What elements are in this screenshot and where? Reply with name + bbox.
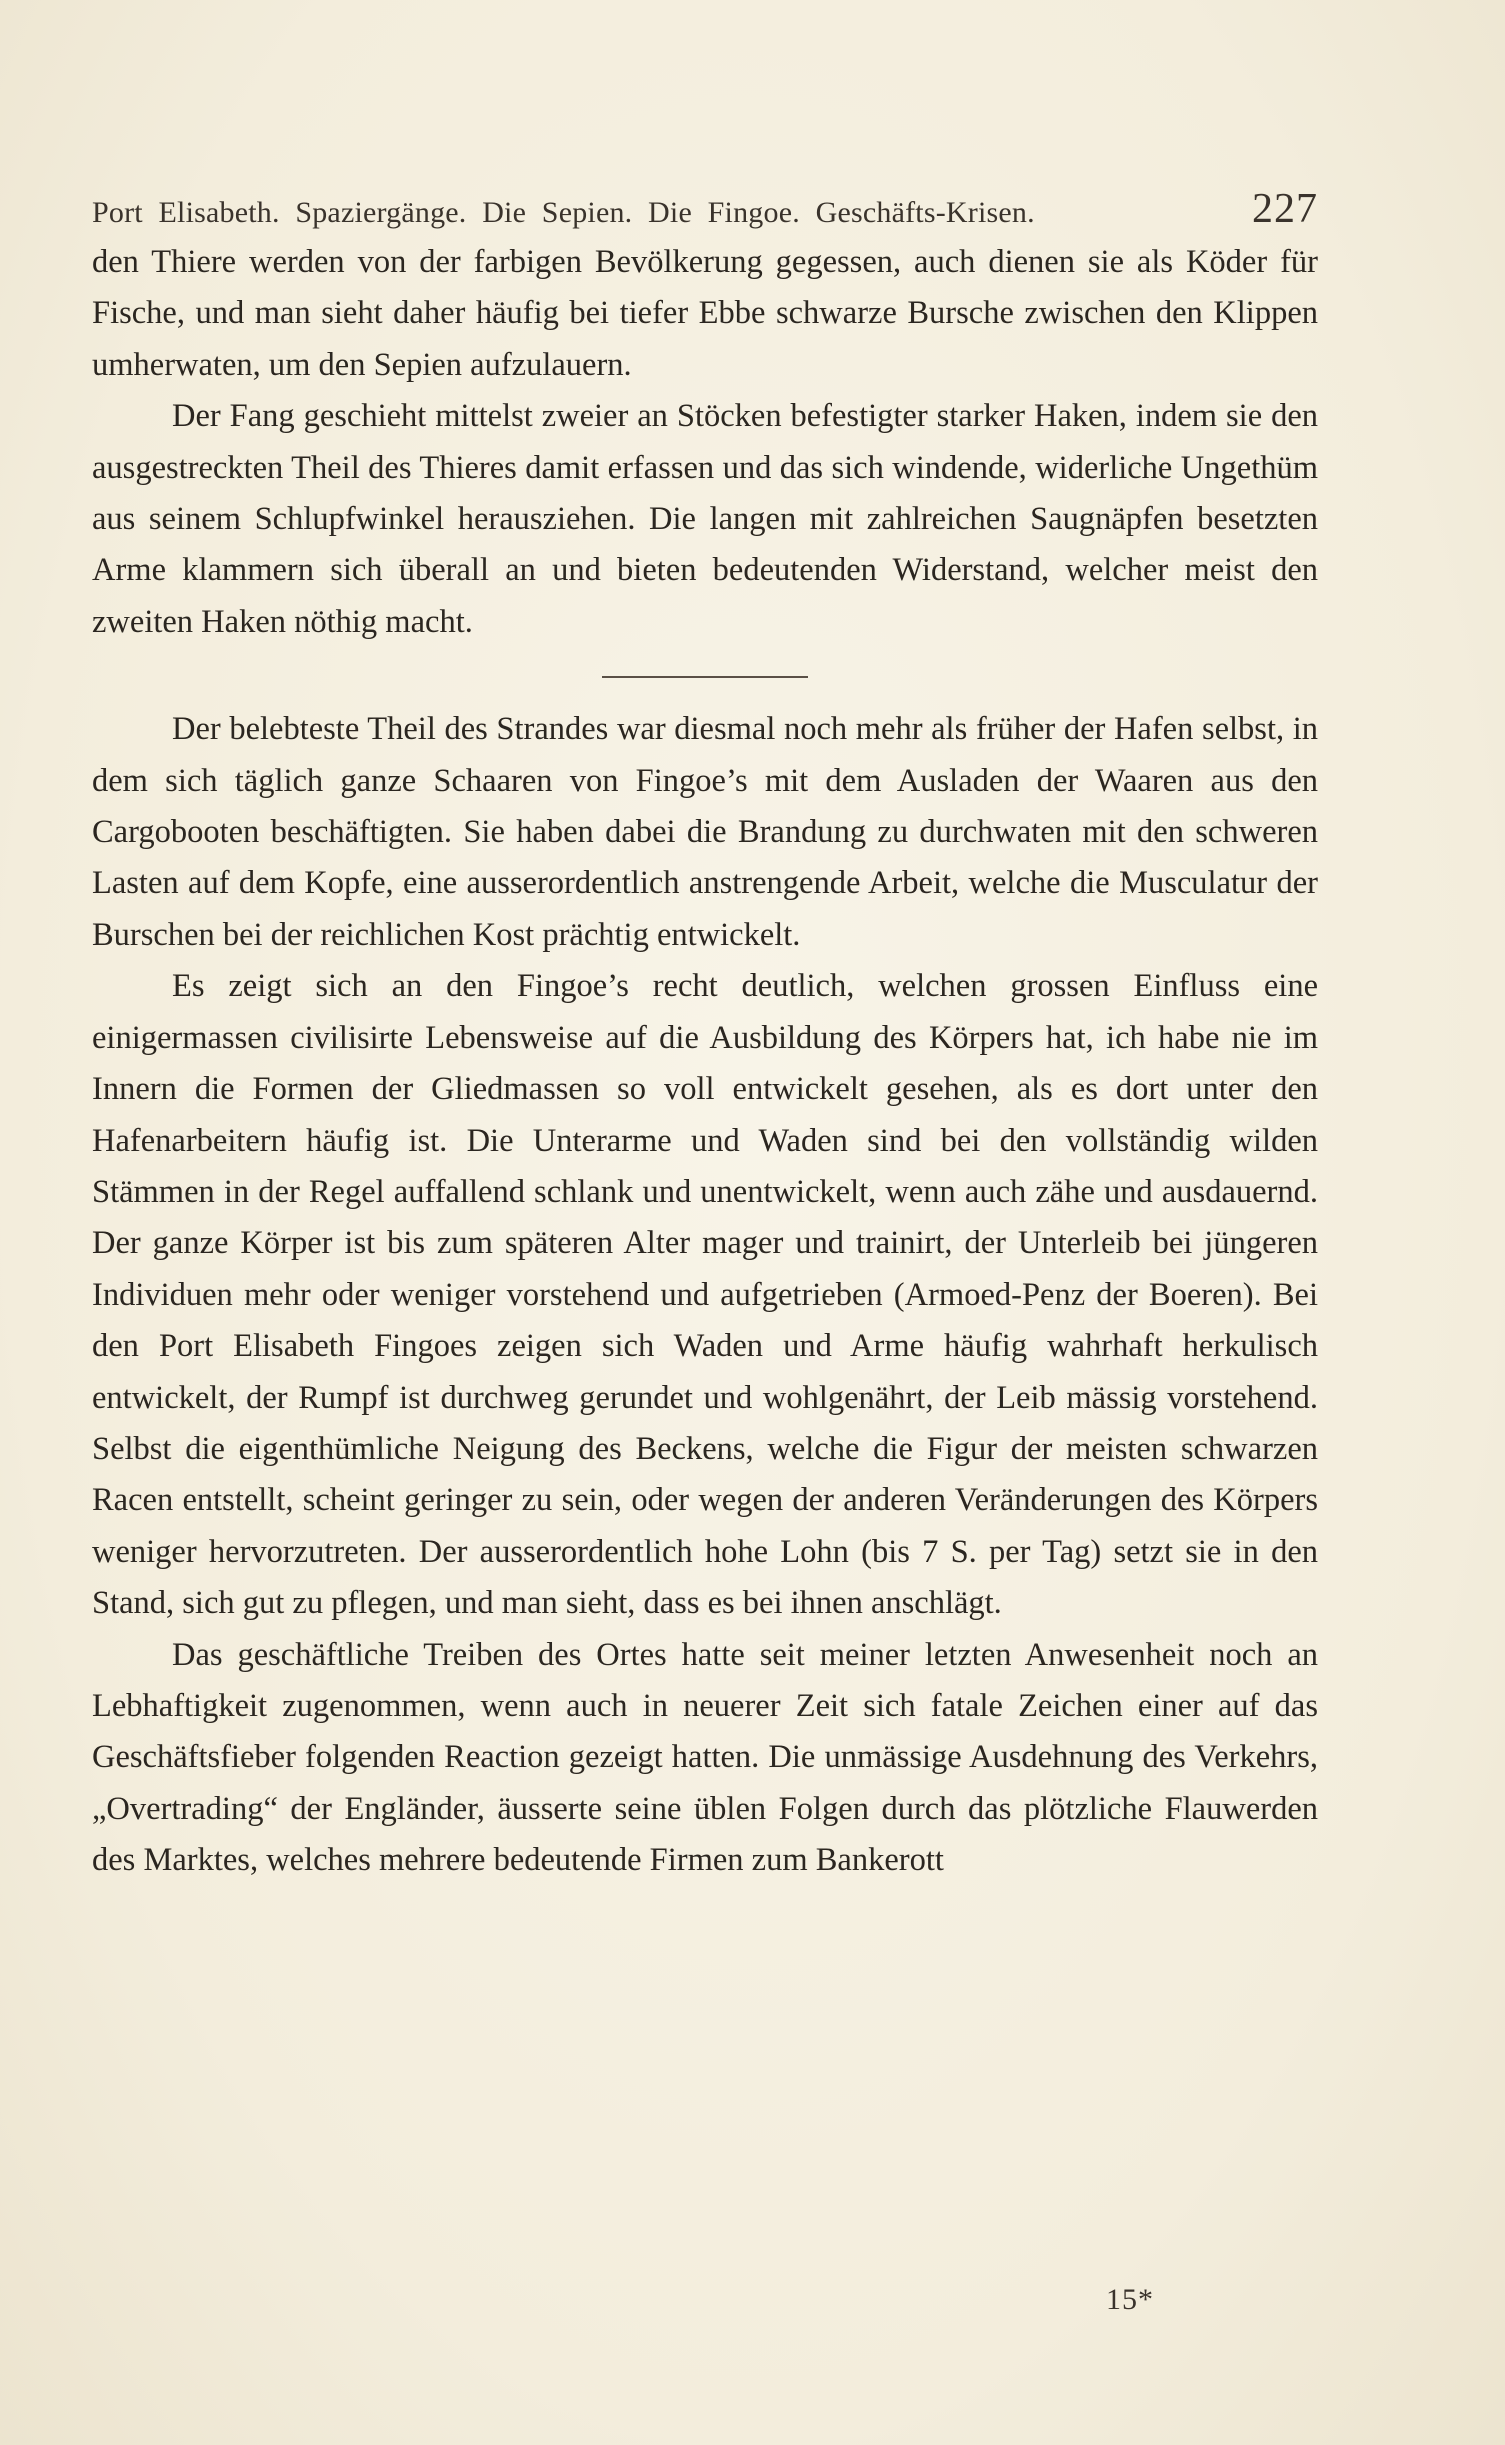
- paragraph-continuation: den Thiere werden von der farbigen Bevölkerung gegessen, auch dienen sie als Köder für Fische, und man sieht daher häufig bei tiefer Ebbe schwarze Bursche zwischen den Klippen umherwaten, um den Sepien aufzulauern.: [92, 244, 1318, 383]
- paragraph-fang: Der Fang geschieht mittelst zweier an Stöcken befestigter starker Haken, indem sie den ausgestreckten Theil des Thieres damit erfassen und das sich windende, widerliche Ungethüm aus seinem Schlupfwinkel herausziehen. Die langen mit zahlreichen Saugnäpfen besetzten Arme klammern sich überall an und bieten bedeutenden Widerstand, welcher meist den zweiten Haken nöthig macht.: [92, 398, 1318, 640]
- page-number: 227: [1252, 186, 1318, 232]
- running-header: [92, 185, 1318, 245]
- signature-mark: 15*: [1106, 2283, 1154, 2316]
- paragraph-geschaeft: Das geschäftliche Treiben des Ortes hatte seit meiner letzten Anwesenheit noch an Lebhaftigkeit zugenommen, wenn auch in neuerer Zeit sich fatale Zeichen einer auf das Geschäftsfieber folgenden Reaction gezeigt hatten. Die unmässige Ausdehnung des Verkehrs, „Overtrading“ der Engländer, äusserte seine üblen Folgen durch das plötzliche Flauwerden des Marktes, welches mehrere bedeutende Firmen zum Bankerott: [92, 1636, 1318, 1879]
- paragraph-hafen: Der belebteste Theil des Strandes war diesmal noch mehr als früher der Hafen selbst, in dem sich täglich ganze Schaaren von Fingoe’s mit dem Ausladen der Waaren aus den Cargobooten beschäftigten. Sie haben dabei die Brandung zu durchwaten mit den schweren Lasten auf dem Kopfe, eine ausserordentlich anstrengende Arbeit, welche die Musculatur der Burschen bei der reichlichen Kost prächtig entwickelt.: [92, 711, 1318, 953]
- section-divider: [602, 676, 808, 678]
- running-title: Port Elisabeth. Spaziergänge. Die Sepien. Die Fingoe. Geschäfts-Krisen.: [92, 196, 1035, 229]
- body-text: [92, 237, 1318, 1887]
- paragraph-fingoe: Es zeigt sich an den Fingoe’s recht deutlich, welchen grossen Einfluss eine einigermassen civilisirte Lebensweise auf die Ausbildung des Körpers hat, ich habe nie im Innern die Formen der Gliedmassen so voll entwickelt gesehen, als es dort unter den Hafenarbeitern häufig ist. Die Unterarme und Waden sind bei den vollständig wilden Stämmen in der Regel auffallend schlank und unentwickelt, wenn auch zähe und ausdauernd. Der ganze Körper ist bis zum späteren Alter mager und trainirt, der Unterleib bei jüngeren Individuen mehr oder weniger vorstehend und aufgetrieben (Armoed-Penz der Boeren). Bei den Port Elisabeth Fingoes zeigen sich Waden und Arme häufig wahrhaft herkulisch entwickelt, der Rumpf ist durchweg gerundet und wohlgenährt, der Leib mässig vorstehend. Selbst die eigenthümliche Neigung des Beckens, welche die Figur der meisten schwarzen Racen entstellt, scheint geringer zu sein, oder wegen der anderen Veränderungen des Körpers weniger hervorzutreten. Der ausserordentlich hohe Lohn (bis 7 S. per Tag) setzt sie in den Stand, sich gut zu pflegen, und man sieht, dass es bei ihnen anschlägt.: [92, 968, 1318, 1622]
